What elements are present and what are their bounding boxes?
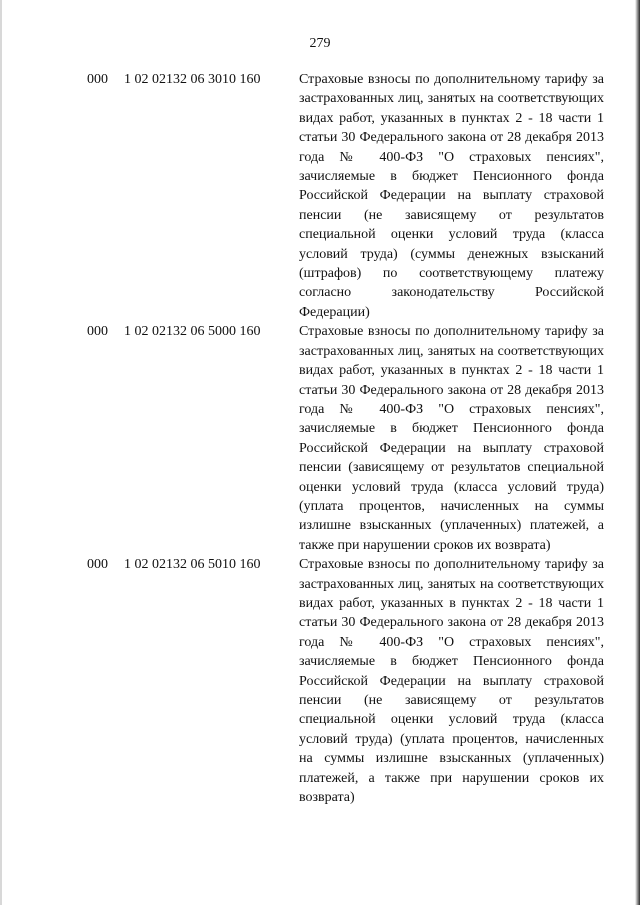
budget-classification-code: 1 02 02132 06 5010 160	[124, 557, 261, 573]
income-description: Страховые взносы по дополнительному тарифу за застрахованных лиц, занятых на соответствующих видах работ, указанных в пунктах 2 - 18 части 1 статьи 30 Федерального закона от 28 декабря 2013 года № 400-ФЗ "О страховых пенсиях", зачисляемые в бюджет Пенсионного фонда Российской Федерации на выплату страховой пенсии (не зависящему от результатов специальной оценки условий труда (класса условий труда) (суммы денежных взысканий (штрафов) по соответствующему платежу согласно законодательству Российской Федерации)	[299, 72, 604, 320]
budget-code-entry	[0, 322, 640, 555]
income-description: Страховые взносы по дополнительному тарифу за застрахованных лиц, занятых на соответствующих видах работ, указанных в пунктах 2 - 18 части 1 статьи 30 Федерального закона от 28 декабря 2013 года № 400-ФЗ "О страховых пенсиях", зачисляемые в бюджет Пенсионного фонда Российской Федерации на выплату страховой пенсии (зависящему от результатов специальной оценки условий труда (класса условий труда) (уплата процентов, начисленных на суммы излишне взысканных (уплаченных) платежей, а также при нарушении сроков их возврата)	[299, 324, 604, 553]
budget-code-list	[0, 70, 640, 807]
page-number: 279	[309, 36, 331, 51]
budget-classification-code: 1 02 02132 06 5000 160	[124, 324, 261, 340]
budget-code-entry	[0, 555, 640, 807]
administrator-code: 000	[87, 324, 108, 340]
budget-code-entry	[0, 70, 640, 322]
budget-classification-code: 1 02 02132 06 3010 160	[124, 72, 261, 87]
income-description: Страховые взносы по дополнительному тарифу за застрахованных лиц, занятых на соответствующих видах работ, указанных в пунктах 2 - 18 части 1 статьи 30 Федерального закона от 28 декабря 2013 года № 400-ФЗ "О страховых пенсиях", зачисляемые в бюджет Пенсионного фонда Российской Федерации на выплату страховой пенсии (не зависящему от результатов специальной оценки условий труда (класса условий труда) (уплата процентов, начисленных на суммы излишне взысканных (уплаченных) платежей, а также при нарушении сроков их возврата)	[299, 557, 604, 806]
administrator-code: 000	[87, 72, 108, 87]
administrator-code: 000	[87, 557, 108, 573]
